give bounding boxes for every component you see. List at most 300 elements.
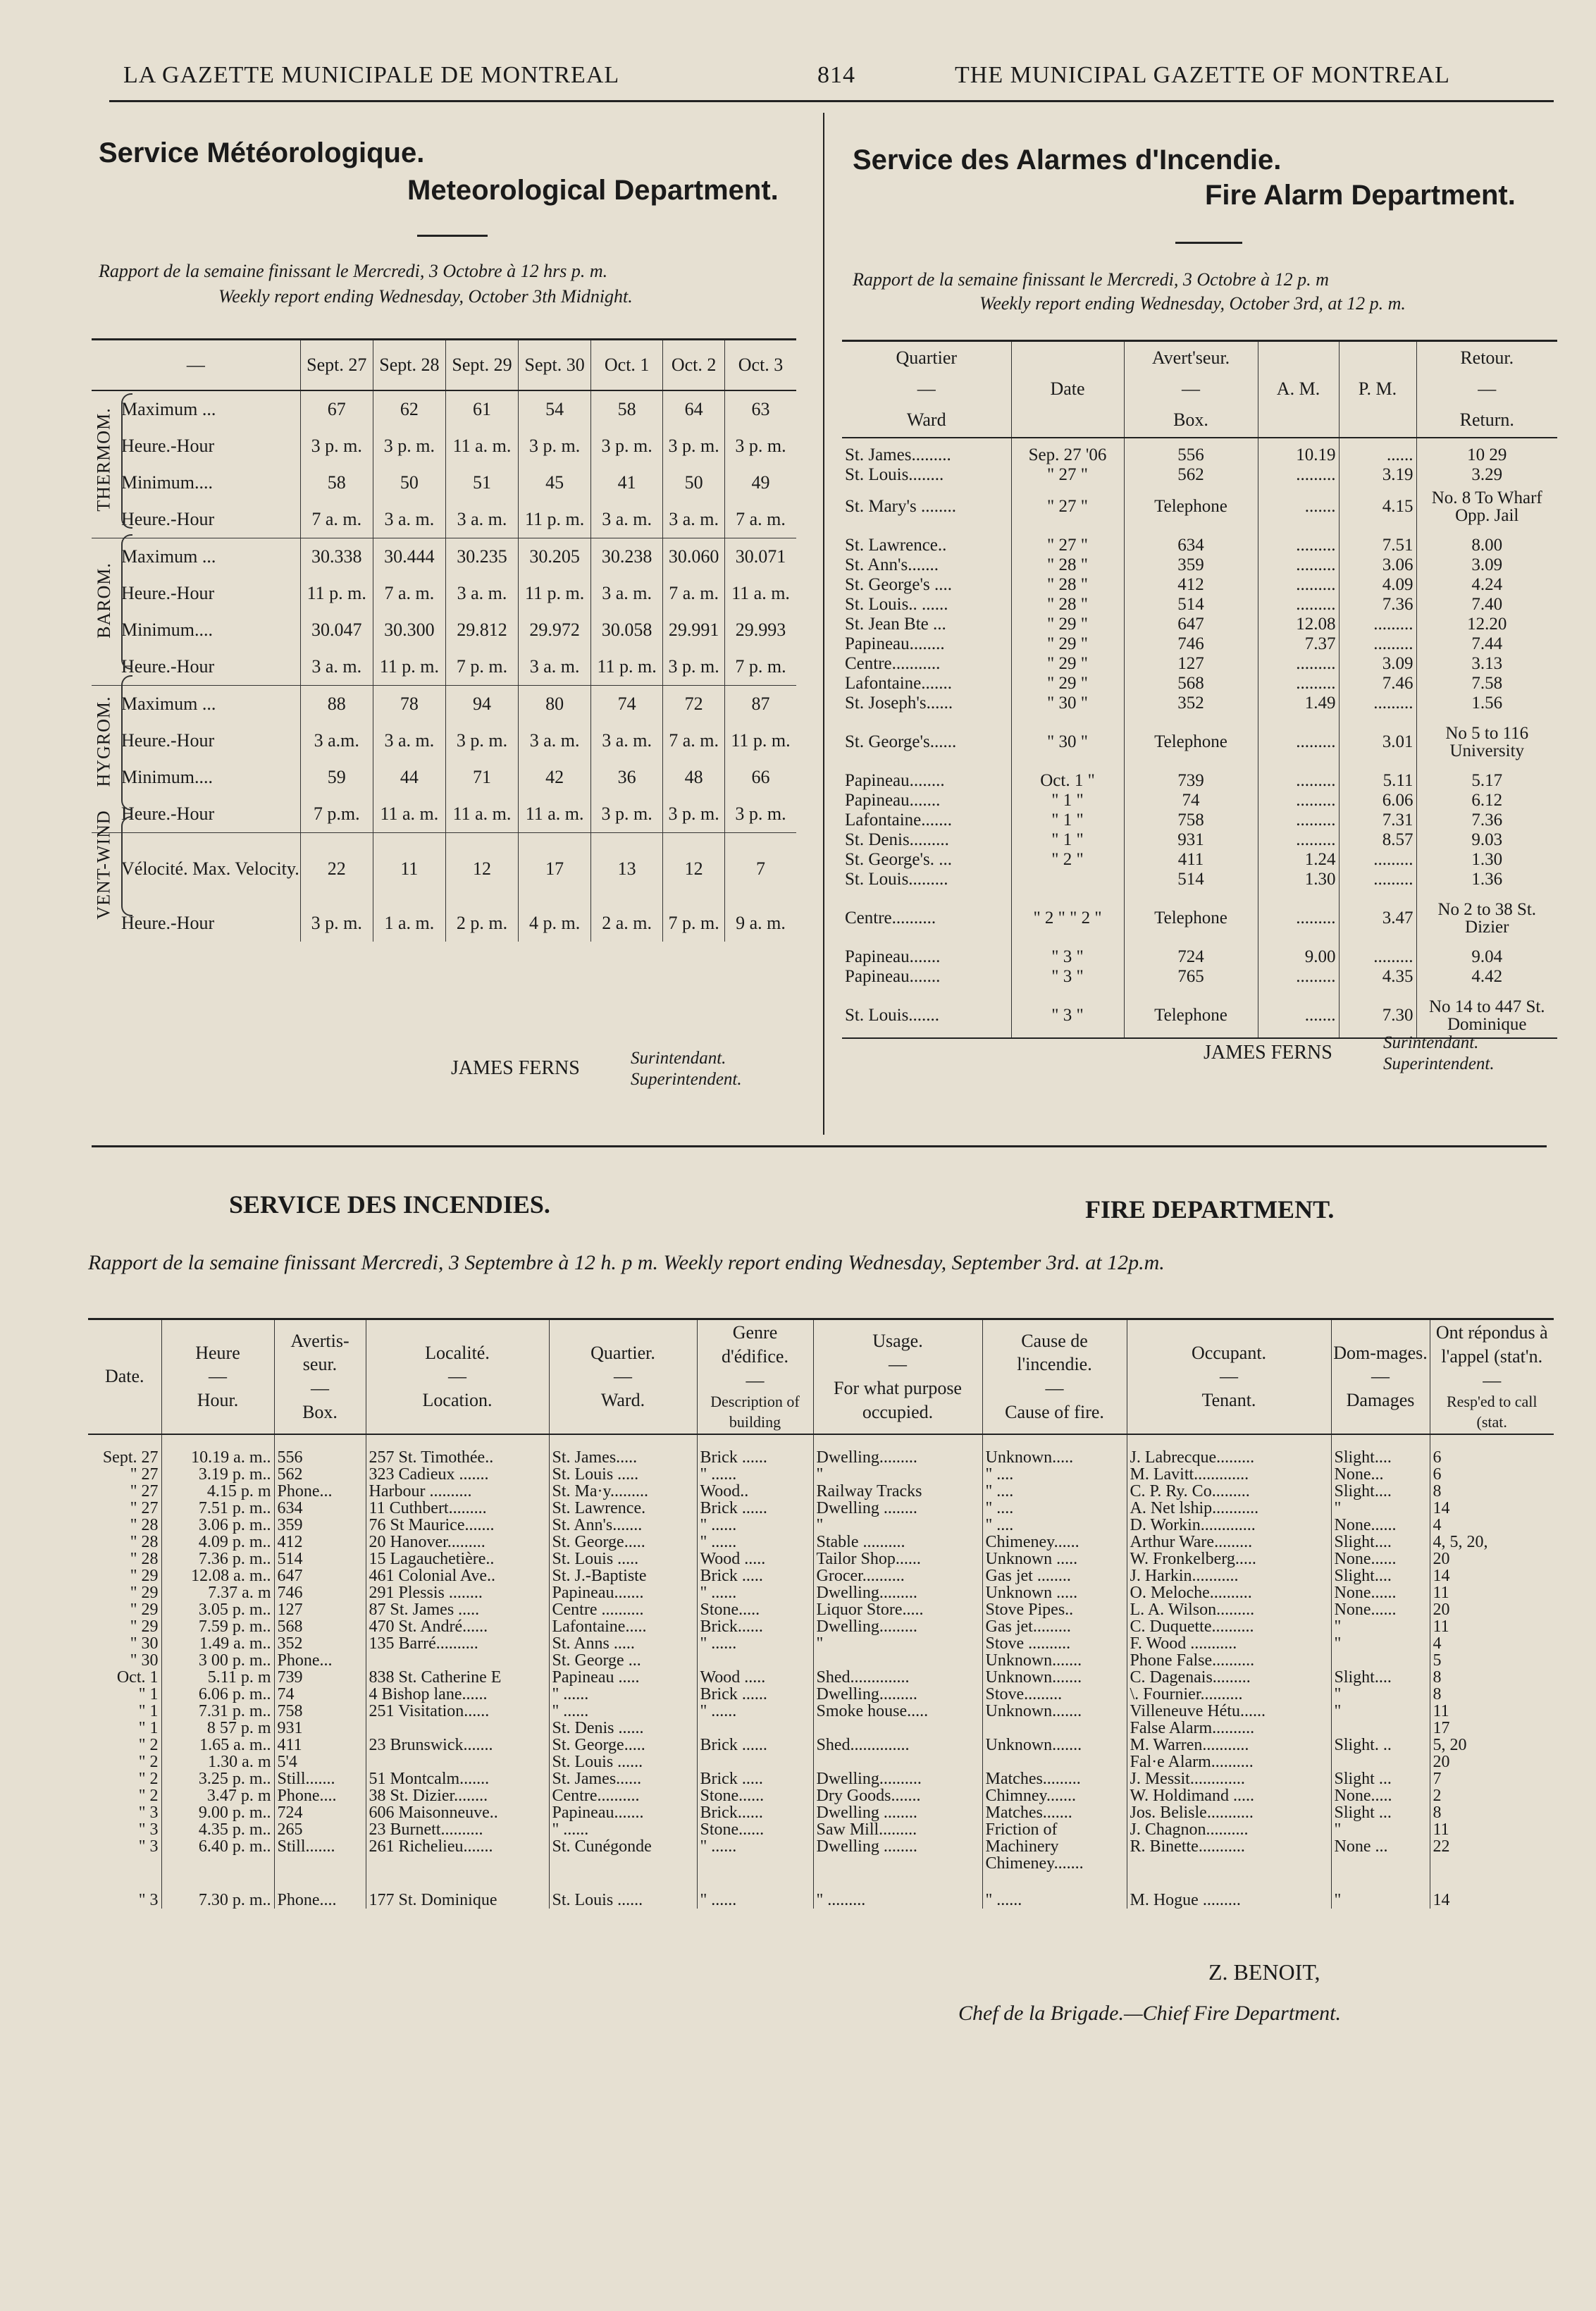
meteo-group-label [92, 389, 117, 530]
meteo-cell: 44 [373, 759, 445, 796]
fire-col-fr: Dom-mages. [1333, 1342, 1428, 1363]
alarm-cell: St. Ann's....... [845, 555, 939, 575]
meteo-row [92, 759, 796, 796]
alarm-cell: 7.44 [1416, 634, 1557, 654]
meteo-col-head: Oct. 2 [663, 340, 725, 391]
fire-cell: " 29 [130, 1584, 159, 1601]
meteo-cell: 3 a. m. [373, 722, 445, 759]
meteo-row-label: Minimum.... [121, 767, 214, 787]
fire-row [88, 1517, 1554, 1534]
alarm-cell: 12.08 [1258, 615, 1339, 634]
alarm-cell: 411 [1124, 850, 1258, 870]
fire-cell: Villeneuve Hétu...... [1127, 1703, 1331, 1720]
fire-cell: 359 [274, 1517, 366, 1534]
fire-row [88, 1567, 1554, 1584]
fire-cell: 3.19 p. m.. [161, 1466, 274, 1483]
alarm-cell: No 5 to 116 University [1416, 713, 1557, 764]
fire-cell: Stove Pipes.. [982, 1601, 1127, 1618]
fire-row [88, 1770, 1554, 1787]
fire-cell: " 3 [138, 1837, 159, 1855]
alarm-row [842, 555, 1557, 575]
fire-cell: None...... [1331, 1584, 1430, 1601]
alarm-cell: 647 [1124, 615, 1258, 634]
alarm-report-en: Weekly report ending Wednesday, October 3rd, at 12 p. m. [979, 293, 1406, 314]
alarm-cell: Telephone [1124, 889, 1258, 940]
fire-cell: St. Cunégonde [549, 1838, 697, 1855]
fire-cell: St. James..... [549, 1434, 697, 1466]
fire-row [88, 1686, 1554, 1703]
fire-row [88, 1500, 1554, 1517]
alarm-cell: 3.19 [1339, 465, 1416, 485]
meteo-cell: 66 [725, 759, 796, 796]
fire-cell [88, 1855, 161, 1872]
meteo-group-brace [121, 534, 132, 670]
alarm-cell: St. Louis....... [842, 987, 1011, 1038]
alarm-cell: 7.36 [1416, 811, 1557, 830]
fire-cell: Dwelling ........ [813, 1804, 982, 1821]
fire-cell: " 29 [130, 1601, 159, 1618]
fire-cell: 257 St. Timothée.. [366, 1434, 549, 1466]
meteo-cell: 7 a. m. [373, 575, 445, 612]
fire-cell: 14 [1430, 1500, 1554, 1517]
meteo-cell: 36 [591, 759, 663, 796]
fire-cell: Saw Mill......... [813, 1821, 982, 1838]
fire-cell: 4.09 p. m.. [161, 1534, 274, 1551]
fire-cell: Dry Goods....... [813, 1787, 982, 1804]
fire-cell: Brick ..... [697, 1567, 813, 1584]
meteo-row [92, 538, 796, 576]
alarm-row [842, 791, 1557, 811]
fire-row [88, 1720, 1554, 1737]
fire-cell: Lafontaine..... [549, 1618, 697, 1635]
fire-cell [697, 1855, 813, 1872]
fire-cell: 8 57 p. m [161, 1720, 274, 1737]
alarm-cell: 3.06 [1339, 555, 1416, 575]
fire-col-sep: — [1045, 1378, 1064, 1399]
meteo-cell: 61 [445, 390, 518, 428]
fire-cell: 3.06 p. m.. [161, 1517, 274, 1534]
fire-cell: 8 [1430, 1669, 1554, 1686]
fire-cell: Dwelling ........ [813, 1838, 982, 1855]
fire-cell: 11 [1430, 1584, 1554, 1601]
alarm-cell: ......... [1258, 529, 1339, 555]
fire-cell: Stove .......... [982, 1635, 1127, 1652]
alarm-signature-en: Superintendent. [1383, 1054, 1495, 1073]
fire-cell: 7.36 p. m.. [161, 1551, 274, 1567]
alarm-row [842, 615, 1557, 634]
fire-cell: 724 [274, 1804, 366, 1821]
meteo-row [92, 796, 796, 833]
meteo-cell: 7 a. m. [725, 501, 796, 538]
alarm-cell: " 27 " [1011, 465, 1124, 485]
fire-cell: 14 [1430, 1567, 1554, 1584]
fire-col-en: Cause of fire. [1005, 1402, 1104, 1423]
meteo-cell: 11 p. m. [373, 648, 445, 686]
alarm-cell: 4.09 [1339, 575, 1416, 595]
fire-cell: " 29 [130, 1617, 159, 1635]
fire-cell: 6 [1430, 1466, 1554, 1483]
fire-row [88, 1434, 1554, 1466]
fire-cell: Gas jet......... [982, 1618, 1127, 1635]
section-rule [92, 1145, 1547, 1147]
fire-cell: J. Chagnon.......... [1127, 1821, 1331, 1838]
alarm-cell: ......... [1258, 764, 1339, 791]
alarm-row [842, 438, 1557, 465]
fire-cell: 5.11 p. m [161, 1669, 274, 1686]
fire-cell: Brick ...... [697, 1737, 813, 1754]
meteo-row-label: Heure.-Hour [121, 730, 215, 751]
fire-cell: " 28 [130, 1516, 159, 1534]
fire-cell: " .... [982, 1466, 1127, 1483]
alarm-cell: Papineau....... [845, 947, 941, 967]
fire-cell: 556 [274, 1434, 366, 1466]
meteo-cell: 51 [445, 464, 518, 501]
fire-cell: 7.30 p. m.. [161, 1872, 274, 1909]
meteo-cell: 62 [373, 390, 445, 428]
alarm-col-box [1124, 341, 1258, 438]
fire-col-fr: Occupant. [1191, 1342, 1267, 1363]
fire-cell: 6 [1430, 1434, 1554, 1466]
meteo-cell: 7 a. m. [663, 722, 725, 759]
meteo-cell: 11 a. m. [445, 796, 518, 833]
fire-cell: " 27 [130, 1482, 159, 1500]
alarm-cell: 1.24 [1258, 850, 1339, 870]
fire-cell [161, 1855, 274, 1872]
fire-cell: None...... [1331, 1601, 1430, 1618]
fire-col-sep: — [311, 1378, 329, 1399]
fire-cell: " ...... [549, 1821, 697, 1838]
alarm-row [842, 595, 1557, 615]
fire-row [88, 1669, 1554, 1686]
alarm-cell: ....... [1258, 987, 1339, 1038]
meteo-cell: 3 a. m. [591, 722, 663, 759]
fire-cell: Brick ..... [697, 1770, 813, 1787]
meteo-cell: 12 [445, 833, 518, 906]
meteo-group-label [92, 671, 117, 812]
alarm-cell: " 28 " [1011, 555, 1124, 575]
fire-cell: 20 [1430, 1754, 1554, 1770]
alarm-row [842, 634, 1557, 654]
meteo-cell: 3 p. m. [725, 428, 796, 464]
alarm-cell: 3.09 [1339, 654, 1416, 674]
fire-cell: Shed.............. [813, 1669, 982, 1686]
alarm-col-fr: P. M. [1358, 378, 1397, 400]
meteo-cell: 50 [663, 464, 725, 501]
fire-cell: 1.49 a. m.. [161, 1635, 274, 1652]
fire-cell: 8 [1430, 1686, 1554, 1703]
fire-cell: A. Net lship........... [1127, 1500, 1331, 1517]
meteo-group-text: BAROM. [94, 562, 115, 639]
meteo-cell: 29.993 [725, 612, 796, 648]
fire-cell: Stone...... [697, 1821, 813, 1838]
alarm-cell: ......... [1339, 694, 1416, 713]
alarm-cell: ......... [1339, 940, 1416, 967]
fire-row [88, 1787, 1554, 1804]
meteo-cell: 3 a. m. [663, 501, 725, 538]
fire-cell: 22 [1430, 1838, 1554, 1855]
alarm-col-date [1011, 341, 1124, 438]
alarm-cell: 556 [1124, 438, 1258, 465]
meteo-cell: 1 a. m. [373, 905, 445, 942]
fire-cell [813, 1855, 982, 1872]
fire-cell: " [813, 1517, 982, 1534]
fire-cell: " ...... [697, 1584, 813, 1601]
fire-cell: 4.35 p. m.. [161, 1821, 274, 1838]
fire-cell: F. Wood ........... [1127, 1635, 1331, 1652]
alarm-col-en: Box. [1173, 409, 1208, 431]
fire-cell: 5'4 [274, 1754, 366, 1770]
fire-cell: St. James...... [549, 1770, 697, 1787]
fire-cell: Jos. Belisle........... [1127, 1804, 1331, 1821]
meteo-cell: 58 [300, 464, 373, 501]
alarm-row [842, 529, 1557, 555]
fire-cell: Arthur Ware......... [1127, 1534, 1331, 1551]
meteo-group-text: VENT-WIND [94, 810, 114, 920]
alarm-cell: 514 [1124, 595, 1258, 615]
alarm-cell: 3.47 [1339, 889, 1416, 940]
fire-col-fr: Cause de l'incendie. [1017, 1330, 1092, 1375]
meteo-signature-fr: Surintendant. [631, 1049, 726, 1068]
meteo-cell: 7 a. m. [663, 575, 725, 612]
fire-cell: 14 [1430, 1872, 1554, 1909]
fire-cell: 3.47 p. m [161, 1787, 274, 1804]
fire-cell: 4 Bishop lane...... [366, 1686, 549, 1703]
alarm-cell: " 27 " [1011, 529, 1124, 555]
meteo-cell: 87 [725, 686, 796, 723]
meteo-cell: 7 [725, 833, 796, 906]
alarm-cell: 568 [1124, 674, 1258, 694]
fire-cell: 291 Plessis ........ [366, 1584, 549, 1601]
alarm-cell: 5.17 [1416, 764, 1557, 791]
meteo-row-label: Minimum.... [121, 620, 214, 640]
fire-row [88, 1635, 1554, 1652]
fire-cell: 3 00 p. m.. [161, 1652, 274, 1669]
meteo-cell: 22 [300, 833, 373, 906]
meteo-cell: 11 p. m. [519, 575, 591, 612]
fire-cell: M. Warren........... [1127, 1737, 1331, 1754]
fire-cell: 7.37 a. m [161, 1584, 274, 1601]
fire-cell: Friction of [982, 1821, 1127, 1838]
alarm-cell: " 30 " [1011, 694, 1124, 713]
fire-col-en: Ward. [600, 1390, 645, 1411]
meteo-cell: 74 [591, 686, 663, 723]
alarm-cell: 7.36 [1339, 595, 1416, 615]
fire-cell [982, 1754, 1127, 1770]
alarm-row [842, 811, 1557, 830]
alarm-cell: 10.19 [1258, 438, 1339, 465]
fire-cell: 746 [274, 1584, 366, 1601]
alarm-cell: 4.24 [1416, 575, 1557, 595]
meteo-signature-name: JAMES FERNS [451, 1057, 580, 1079]
fire-signature-name: Z. BENOIT, [1208, 1959, 1320, 1985]
alarm-cell: ......... [1339, 850, 1416, 870]
alarm-cell: Lafontaine....... [845, 674, 953, 694]
fire-row [88, 1855, 1554, 1872]
fire-cell: Smoke house..... [813, 1703, 982, 1720]
fire-cell: Shed.............. [813, 1737, 982, 1754]
meteo-row [92, 905, 796, 942]
alarm-cell: 3.29 [1416, 465, 1557, 485]
fire-cell [982, 1720, 1127, 1737]
fire-cell: M. Hogue ......... [1127, 1872, 1331, 1909]
fire-cell: None...... [1331, 1551, 1430, 1567]
meteo-row-label: Maximum ... [117, 538, 300, 576]
fire-cell: " 28 [130, 1550, 159, 1567]
fire-cell: Slight.... [1331, 1483, 1430, 1500]
meteo-report-en: Weekly report ending Wednesday, October 3th Midnight. [218, 286, 633, 307]
fire-cell: St. Ma·y......... [549, 1483, 697, 1500]
fire-cell: 514 [274, 1551, 366, 1567]
meteo-title-fr: Service Météorologique. [99, 137, 425, 168]
meteo-row-label: Heure.-Hour [121, 436, 215, 456]
fire-cell: St. Louis ..... [549, 1551, 697, 1567]
fire-cell [1331, 1720, 1430, 1737]
alarm-cell: 9.03 [1416, 830, 1557, 850]
alarm-cell: 1.36 [1416, 870, 1557, 889]
fire-cell: " 3 [138, 1820, 159, 1838]
fire-col-sep: — [209, 1366, 227, 1387]
fire-cell: " 2 [138, 1736, 159, 1754]
fire-cell: O. Meloche.......... [1127, 1584, 1331, 1601]
fire-cell: Centre.......... [549, 1787, 697, 1804]
fire-col-en: Description of building [710, 1393, 800, 1431]
fire-cell: 4 [1430, 1517, 1554, 1534]
fire-col-sep: — [1371, 1366, 1390, 1387]
fire-cell: " 3 [138, 1890, 159, 1909]
fire-col-head [366, 1319, 549, 1434]
fire-cell [1331, 1855, 1430, 1872]
fire-col-fr: Avertis-seur. [290, 1330, 349, 1375]
meteo-cell: 4 p. m. [519, 905, 591, 942]
alarm-cell: 359 [1124, 555, 1258, 575]
fire-cell: None ... [1331, 1838, 1430, 1855]
fire-cell: 8 [1430, 1483, 1554, 1500]
alarm-cell: " 29 " [1011, 654, 1124, 674]
alarm-row [842, 967, 1557, 987]
fire-col-head [1430, 1319, 1554, 1434]
fire-cell: 4, 5, 20, [1430, 1534, 1554, 1551]
fire-cell [697, 1720, 813, 1737]
fire-cell: None..... [1331, 1787, 1430, 1804]
alarm-cell: ......... [1258, 465, 1339, 485]
fire-cell: 411 [274, 1737, 366, 1754]
fire-col-fr: Localité. [425, 1342, 490, 1363]
fire-cell: Centre .......... [549, 1601, 697, 1618]
meteo-row [92, 612, 796, 648]
meteo-group-text: HYGROM. [94, 696, 115, 787]
alarm-cell: 12.20 [1416, 615, 1557, 634]
meteo-title-en: Meteorological Department. [407, 175, 779, 206]
meteo-cell: 3 p. m. [519, 428, 591, 464]
fire-cell: 20 Hanover......... [366, 1534, 549, 1551]
fire-cell: 3.05 p. m.. [161, 1601, 274, 1618]
fire-col-fr: Quartier. [590, 1342, 655, 1363]
meteo-cell: 67 [300, 390, 373, 428]
fire-cell: 5, 20 [1430, 1737, 1554, 1754]
meteo-cell: 80 [519, 686, 591, 723]
fire-col-en: Location. [422, 1390, 493, 1411]
fire-cell: " .... [982, 1517, 1127, 1534]
alarm-cell: " 1 " [1011, 830, 1124, 850]
meteo-cell: 11 p. m. [591, 648, 663, 686]
meteo-cell: 30.205 [519, 538, 591, 576]
alarm-cell: ......... [1258, 713, 1339, 764]
alarm-cell: ......... [1258, 575, 1339, 595]
alarm-cell: St. Louis........ [845, 465, 944, 485]
alarm-col-fr: Date [1050, 378, 1085, 400]
alarm-cell: 8.57 [1339, 830, 1416, 850]
fire-cell: 323 Cadieux ....... [366, 1466, 549, 1483]
meteo-cell: 3 a. m. [300, 648, 373, 686]
fire-cell: Matches....... [982, 1804, 1127, 1821]
fire-row [88, 1804, 1554, 1821]
fire-cell: None...... [1331, 1517, 1430, 1534]
fire-col-head [1331, 1319, 1430, 1434]
alarm-cell: Sep. 27 '06 [1011, 438, 1124, 465]
fire-col-en: For what purpose occupied. [834, 1378, 962, 1423]
meteo-cell: 3 a. m. [591, 501, 663, 538]
fire-col-fr: Date. [104, 1366, 144, 1387]
alarm-cell: ...... [1339, 438, 1416, 465]
meteo-cell: 30.235 [445, 538, 518, 576]
fire-cell: 568 [274, 1618, 366, 1635]
fire-cell [366, 1720, 549, 1737]
fire-cell: \. Fournier.......... [1127, 1686, 1331, 1703]
alarm-title-fr: Service des Alarmes d'Incendie. [853, 144, 1282, 175]
meteo-cell: 3 p. m. [373, 428, 445, 464]
fire-cell: 265 [274, 1821, 366, 1838]
fire-cell: 6.40 p. m.. [161, 1838, 274, 1855]
alarm-cell: 634 [1124, 529, 1258, 555]
fire-cell: 1.65 a. m.. [161, 1737, 274, 1754]
meteo-header-row [92, 340, 796, 391]
alarm-col-sep: — [1478, 378, 1497, 400]
alarm-col-pm [1339, 341, 1416, 438]
fire-cell: Papineau....... [549, 1584, 697, 1601]
meteo-cell: 7 p.m. [300, 796, 373, 833]
fire-cell: Unknown....... [982, 1703, 1127, 1720]
alarm-cell: 562 [1124, 465, 1258, 485]
meteo-cell: 11 a. m. [445, 428, 518, 464]
alarm-cell: ......... [1258, 811, 1339, 830]
fire-cell: W. Holdimand ..... [1127, 1787, 1331, 1804]
meteo-cell: 30.071 [725, 538, 796, 576]
meteo-row [92, 428, 796, 464]
fire-cell [813, 1720, 982, 1737]
fire-cell: Still....... [274, 1770, 366, 1787]
fire-cell: " [1331, 1686, 1430, 1703]
fire-cell: Unknown....... [982, 1652, 1127, 1669]
fire-cell: 261 Richelieu....... [366, 1838, 549, 1855]
alarm-cell: No 2 to 38 St. Dizier [1416, 889, 1557, 940]
meteo-col-head: — [92, 340, 300, 391]
fire-title-en: FIRE DEPARTMENT. [1085, 1195, 1335, 1224]
fire-cell: " 2 [138, 1753, 159, 1770]
alarm-cell: St. George's .... [845, 575, 952, 595]
meteo-row-label: Heure.-Hour [121, 583, 215, 603]
fire-cell: 9.00 p. m.. [161, 1804, 274, 1821]
alarm-cell: 1.30 [1258, 870, 1339, 889]
meteo-cell: 30.338 [300, 538, 373, 576]
meteo-group-brace [121, 675, 132, 811]
meteo-cell: 30.058 [591, 612, 663, 648]
fire-cell: 17 [1430, 1720, 1554, 1737]
fire-row [88, 1703, 1554, 1720]
meteo-cell: 3 p. m. [663, 428, 725, 464]
fire-col-en: Box. [302, 1402, 338, 1423]
fire-row [88, 1466, 1554, 1483]
meteo-row-label: Heure.-Hour [121, 913, 215, 933]
